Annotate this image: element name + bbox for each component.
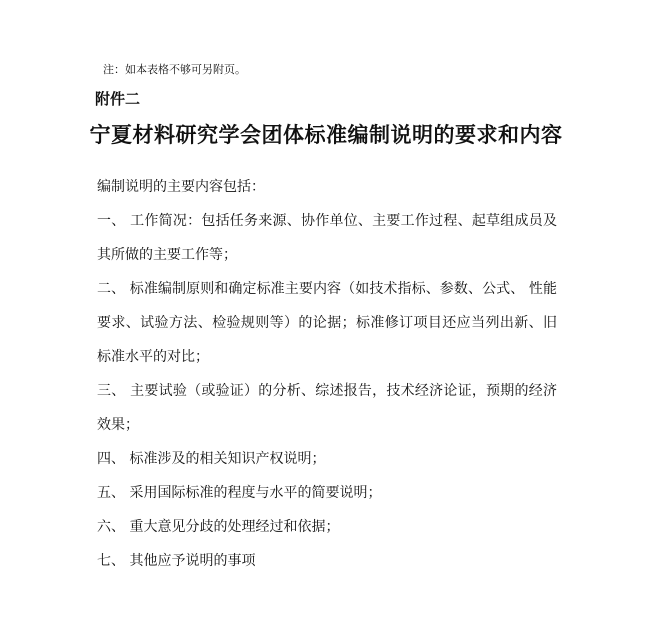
table-note: 注：如本表格不够可另附页。	[103, 63, 246, 76]
list-item-4: 四、 标准涉及的相关知识产权说明；	[97, 451, 326, 467]
list-item-6: 六、 重大意见分歧的处理经过和依据；	[97, 519, 340, 535]
intro-paragraph: 编制说明的主要内容包括：	[97, 179, 265, 195]
list-item-1: 一、 工作简况：包括任务来源、协作单位、主要工作过程、起草组成员及其所做的主要工作等；	[97, 213, 557, 263]
list-item-2: 二、 标准编制原则和确定标准主要内容（如技术指标、参数、公式、 性能要求、试验方法、检验规则等）的论据；标准修订项目还应当列出新、旧标准水平的对比；	[97, 281, 557, 365]
list-item-5: 五、 采用国际标准的程度与水平的简要说明；	[97, 485, 382, 501]
list-item-3: 三、 主要试验（或验证）的分析、综述报告，技术经济论证，预期的经济效果；	[97, 383, 557, 433]
document-body	[97, 170, 557, 578]
document-title: 宁夏材料研究学会团体标准编制说明的要求和内容	[89, 122, 563, 147]
list-item-7: 七、 其他应予说明的事项	[97, 553, 256, 569]
attachment-label: 附件二	[95, 90, 141, 108]
